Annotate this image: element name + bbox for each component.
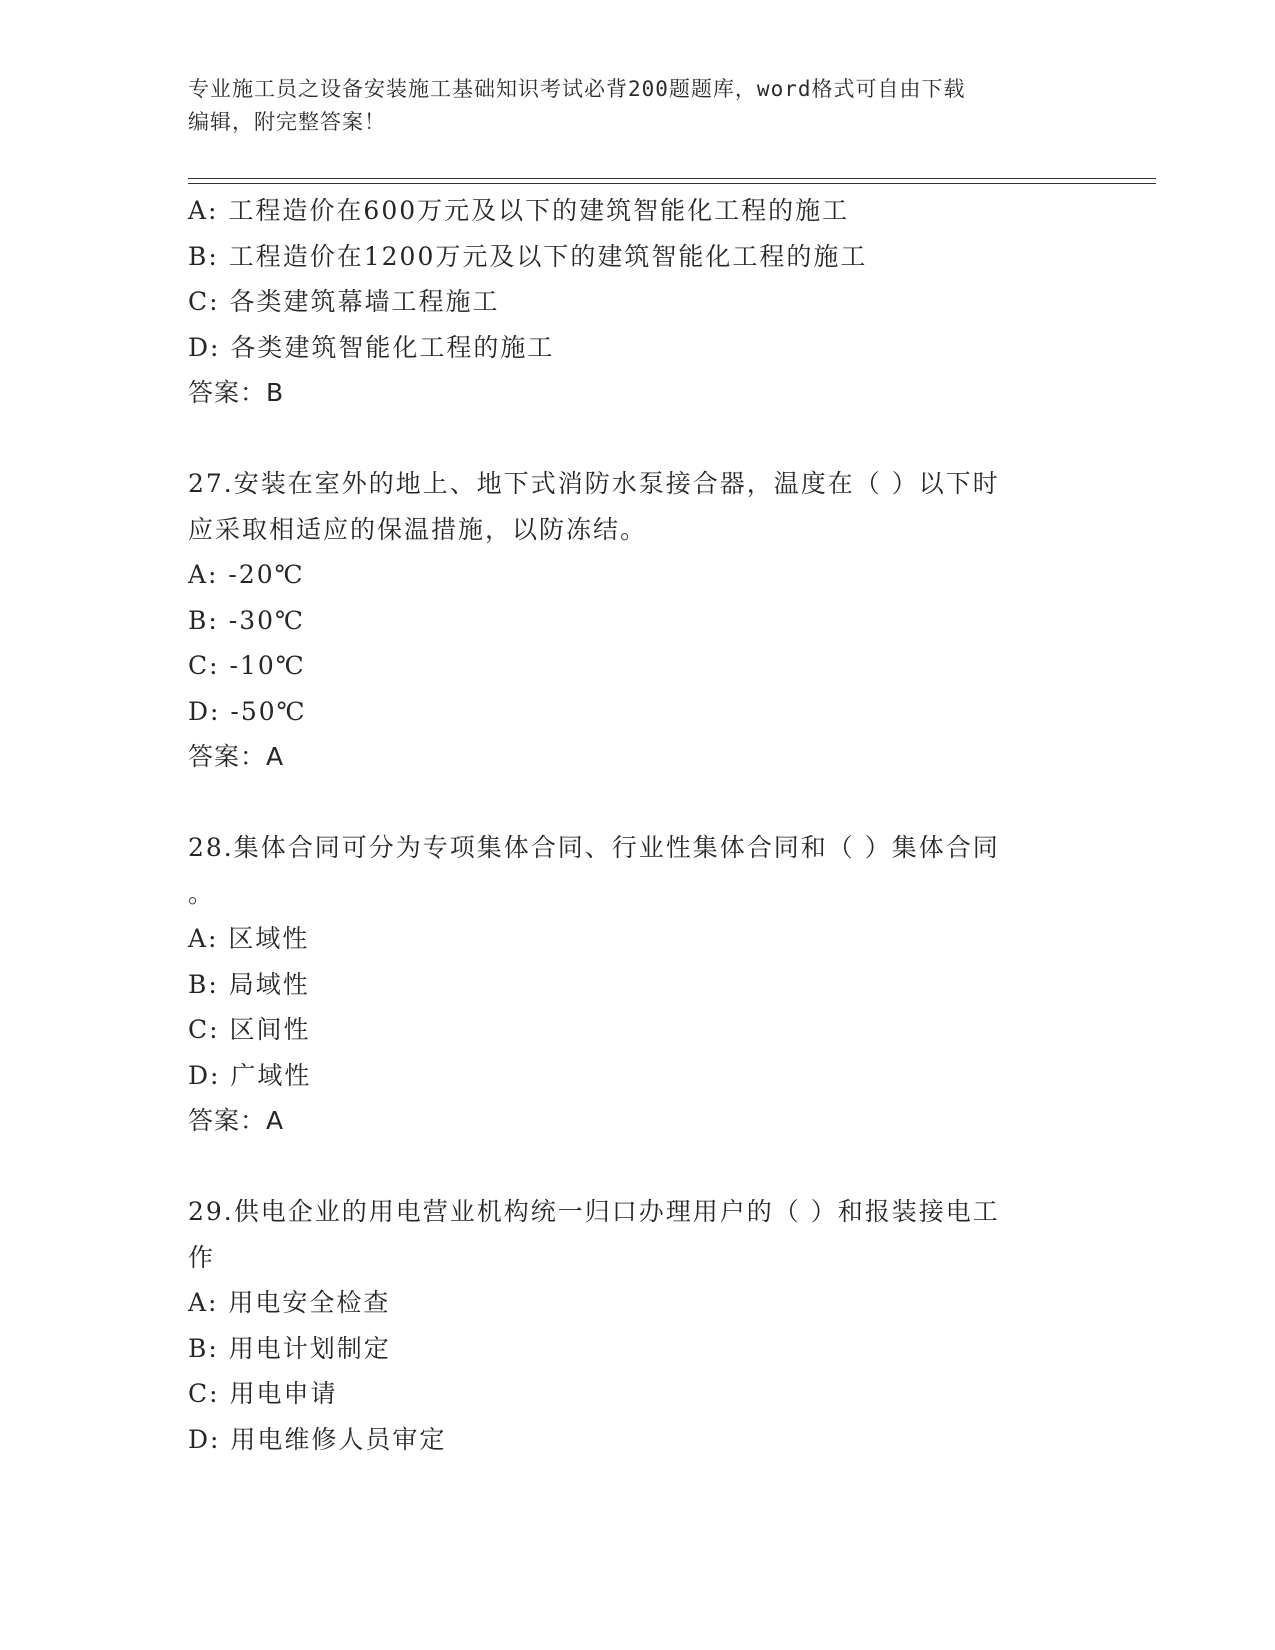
option-d: D: -50℃: [188, 696, 307, 726]
header-title-line-2: 编辑，附完整答案！: [188, 110, 386, 134]
option-b: B: 用电计划制定: [188, 1333, 391, 1363]
header-divider-top: [188, 178, 1156, 179]
option-c: C: -10℃: [188, 651, 306, 680]
header-title-line-1: 专业施工员之设备安装施工基础知识考试必背200题题库，word格式可自由下载: [188, 77, 966, 101]
option-c: C: 各类建筑幕墙工程施工: [188, 287, 500, 316]
option-b: B: 局域性: [188, 969, 310, 999]
question-27: [188, 461, 1088, 780]
option-a: A: -20℃: [188, 560, 305, 589]
question-28: [188, 825, 1088, 1144]
answer: 答案：A: [188, 742, 285, 771]
question-29: [188, 1189, 1088, 1462]
header-divider-bottom: [188, 183, 1156, 184]
option-a: A: 区域性: [188, 924, 310, 953]
option-b: B: 工程造价在1200万元及以下的建筑智能化工程的施工: [188, 241, 868, 271]
question-stem-line-1: 29.供电企业的用电营业机构统一归口办理用户的（ ）和报装接电工: [188, 1197, 1000, 1226]
question-stem-line-1: 28.集体合同可分为专项集体合同、行业性集体合同和（ ）集体合同: [188, 833, 1000, 862]
spacer: [188, 780, 1088, 826]
option-d: D: 广域性: [188, 1060, 312, 1090]
document-header: [188, 73, 1088, 139]
option-c: C: 区间性: [188, 1015, 311, 1044]
answer: 答案：B: [188, 378, 285, 407]
question-stem-line-2: 应采取相适应的保温措施，以防冻结。: [188, 514, 648, 544]
question-stem-line-2: 作: [188, 1242, 216, 1272]
answer: 答案：A: [188, 1106, 285, 1135]
question-list: [188, 188, 1088, 1462]
option-b: B: -30℃: [188, 605, 305, 635]
question-26: [188, 188, 1088, 416]
spacer: [188, 1144, 1088, 1190]
option-c: C: 用电申请: [188, 1379, 338, 1408]
option-a: A: 工程造价在600万元及以下的建筑智能化工程的施工: [188, 196, 850, 225]
question-stem-line-2: 。: [188, 878, 216, 908]
spacer: [188, 416, 1088, 462]
question-stem-line-1: 27.安装在室外的地上、地下式消防水泵接合器，温度在（ ）以下时: [188, 469, 1000, 498]
option-d: D: 用电维修人员审定: [188, 1424, 447, 1454]
option-a: A: 用电安全检查: [188, 1288, 391, 1317]
option-d: D: 各类建筑智能化工程的施工: [188, 332, 555, 362]
